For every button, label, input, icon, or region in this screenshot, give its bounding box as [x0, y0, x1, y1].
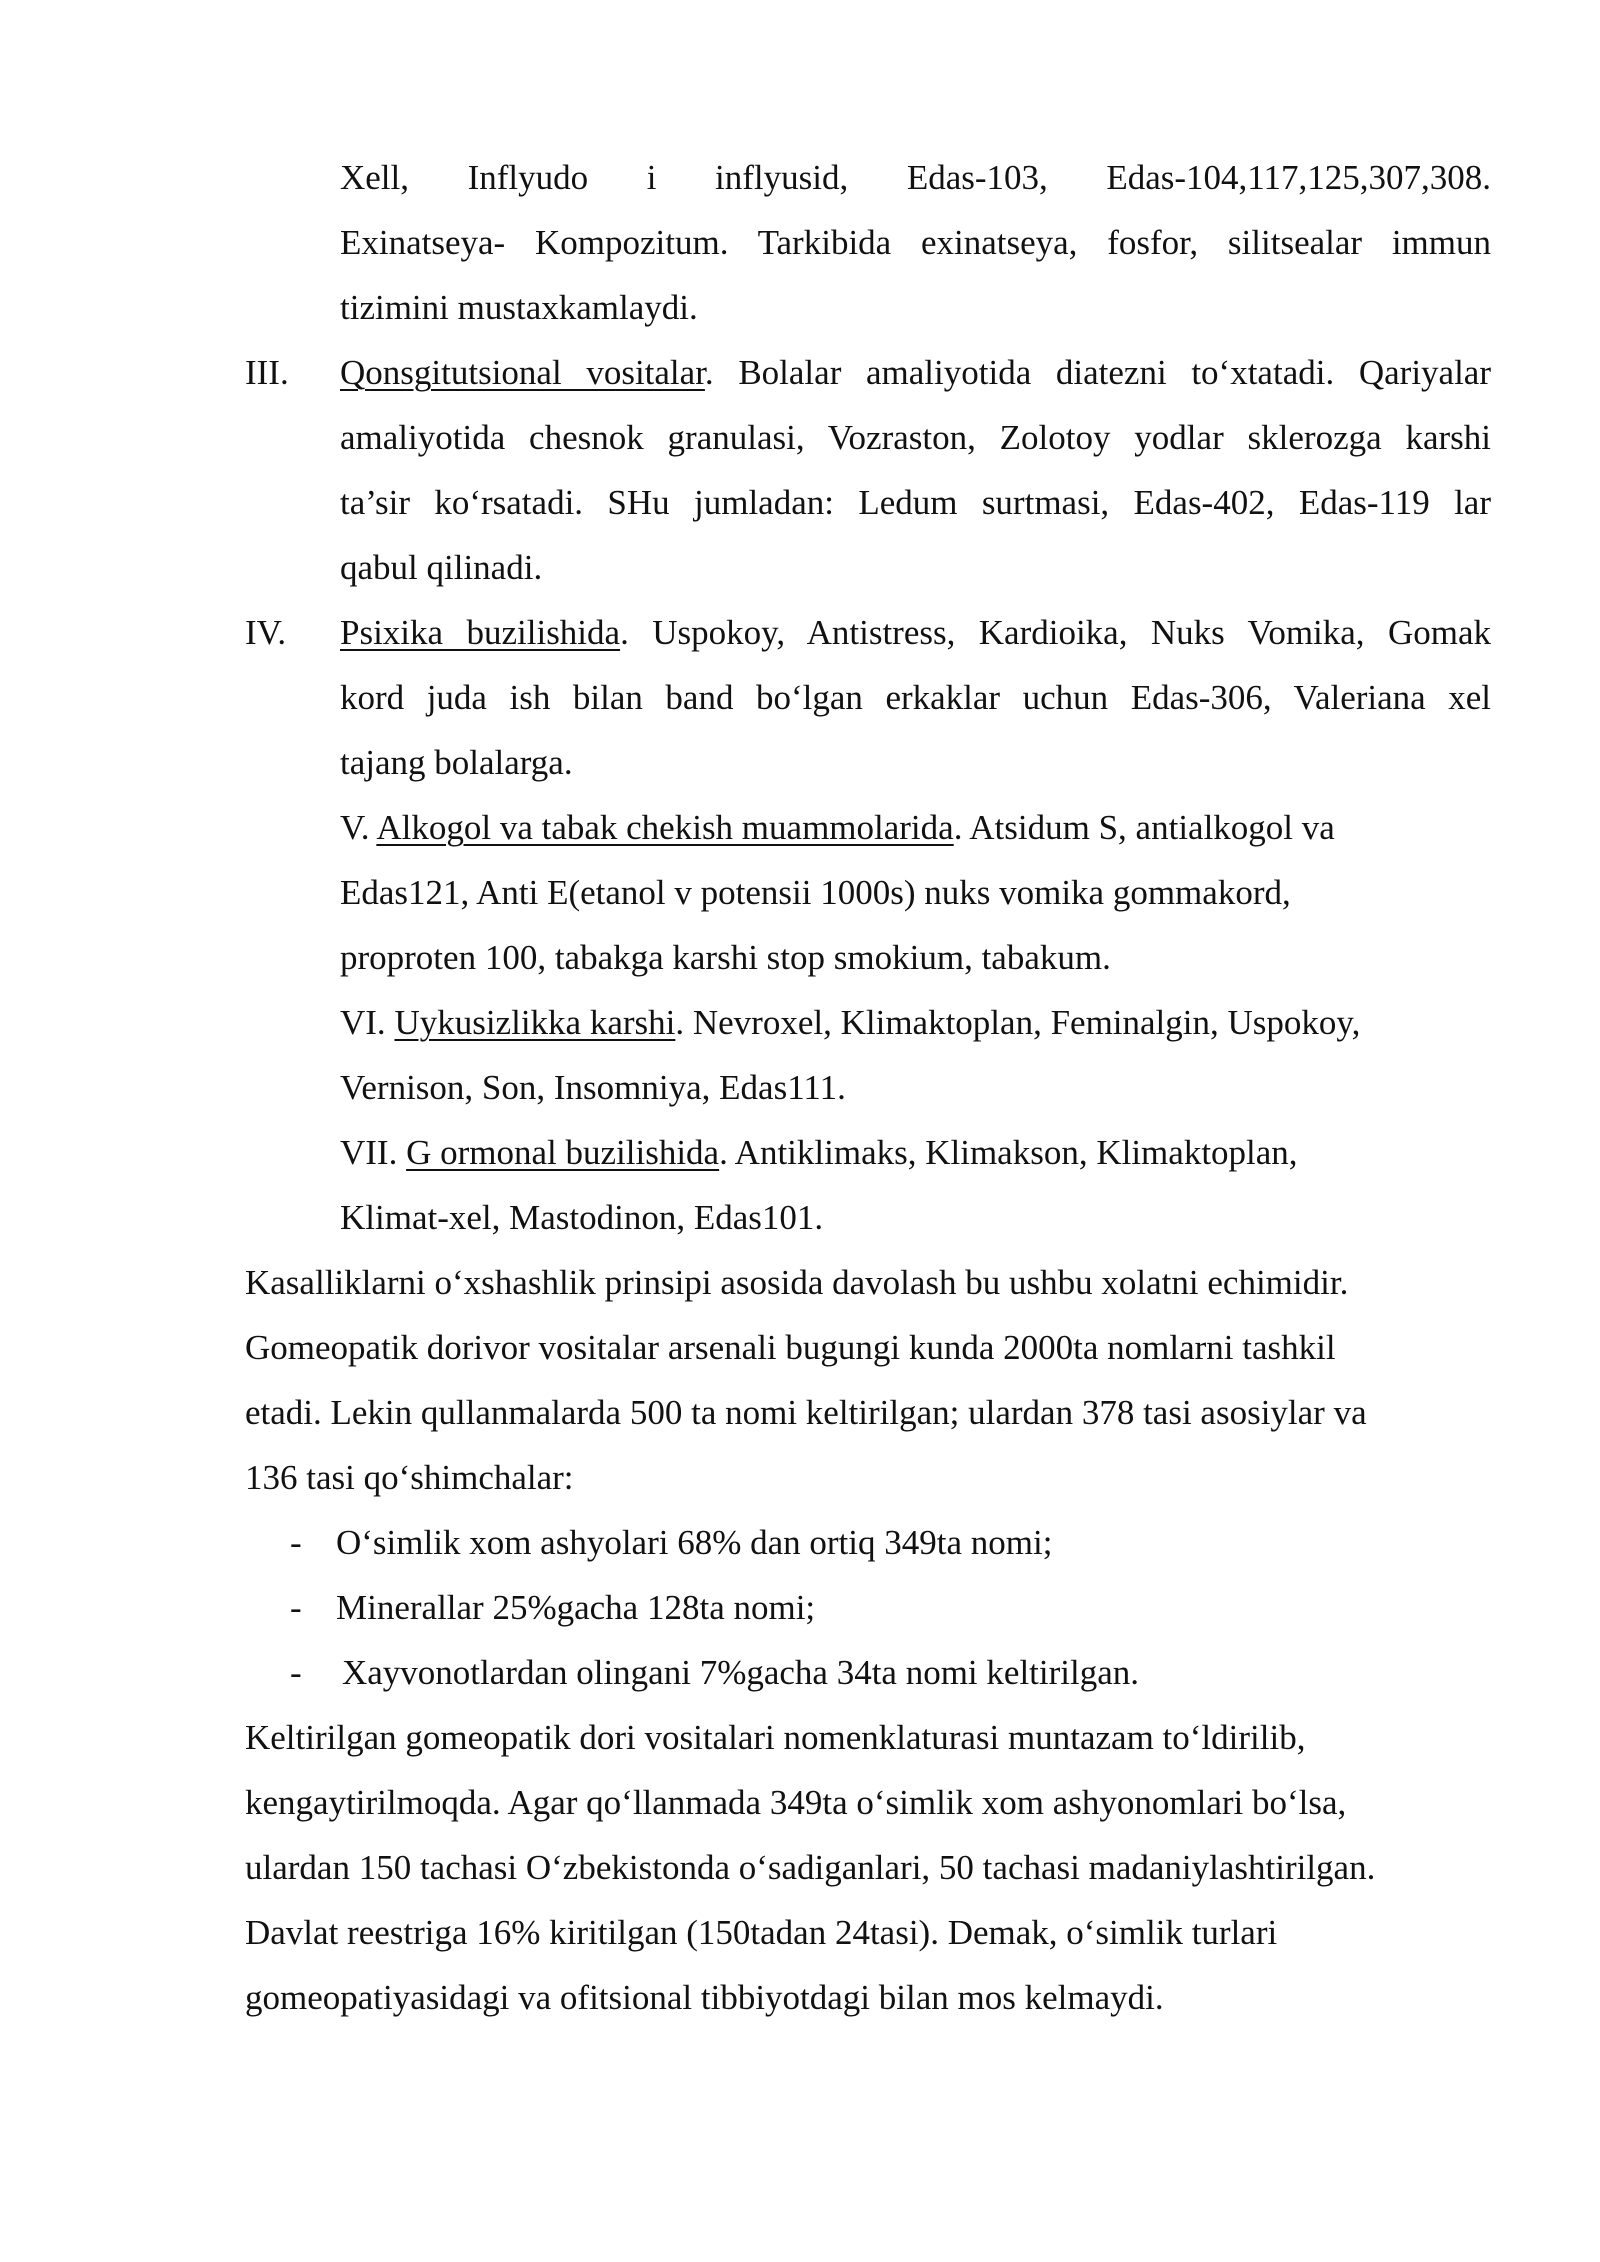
list-item-4-line-3: tajang bolalarga. [340, 743, 573, 782]
paragraph-2-line-4: Davlat reestriga 16% kiritilgan (150tadan 24tasi). Demak, o‘simlik turlari [245, 1913, 1278, 1952]
paragraph-2-line-2: kengaytirilmoqda. Agar qo‘llanmada 349ta o‘simlik xom ashyonomlari bo‘lsa, [245, 1783, 1347, 1822]
list-item-6-line-1-text: . Nevroxel, Klimaktoplan, Feminalgin, Uspokoy, [675, 1003, 1361, 1042]
list-numeral-5: V. [340, 808, 370, 847]
list-item-5-line-3: proproten 100, tabakga karshi stop smokium, tabakum. [340, 938, 1111, 977]
bullet-item-3: Xayvonotlardan olingani 7%gacha 34ta nomi keltirilgan. [342, 1653, 1140, 1692]
list-numeral-7: VII. [340, 1133, 398, 1172]
list-item-3-line-4: qabul qilinadi. [340, 548, 543, 587]
list-item-7-line-1-text: . Antiklimaks, Klimakson, Klimaktoplan, [719, 1133, 1298, 1172]
list-item-7-heading: G ormonal buzilishida [406, 1133, 720, 1172]
list-numeral-4: IV. [245, 613, 287, 652]
paragraph-2-line-5: gomeopatiyasidagi va ofitsional tibbiyotdagi bilan mos kelmaydi. [245, 1978, 1164, 2017]
bullet-item-2: Minerallar 25%gacha 128ta nomi; [336, 1588, 816, 1627]
bullet-item-1: O‘simlik xom ashyolari 68% dan ortiq 349ta nomi; [336, 1523, 1053, 1562]
bullet-dash-2: - [290, 1588, 302, 1627]
list-item-6-heading: Uykusizlikka karshi [394, 1003, 676, 1042]
paragraph-1-line-4: 136 tasi qo‘shimchalar: [245, 1458, 574, 1497]
list-item-6-line-1 [340, 990, 1360, 1055]
list-item-3-line-1-text: . Bolalar amaliyotida diatezni to‘xtatadi. Qariyalar [704, 353, 1491, 392]
list-item-6-line-2: Vernison, Son, Insomniya, Edas111. [340, 1068, 846, 1107]
list-item-3-line-1 [340, 340, 1491, 405]
list-continuation-line-2: Exinatseya- Kompozitum. Tarkibida exinatseya, fosfor, silitsealar immun [340, 223, 1491, 262]
paragraph-1-line-3: etadi. Lekin qullanmalarda 500 ta nomi keltirilgan; ulardan 378 tasi asosiylar va [245, 1393, 1367, 1432]
list-item-3-line-2: amaliyotida chesnok granulasi, Vozraston, Zolotoy yodlar sklerozga karshi [340, 418, 1491, 457]
list-numeral-3: III. [245, 353, 289, 392]
list-continuation-line-3: tizimini mustaxkamlaydi. [340, 288, 698, 327]
paragraph-2-line-1: Keltirilgan gomeopatik dori vositalari nomenklaturasi muntazam to‘ldirilib, [245, 1718, 1306, 1757]
list-item-7-line-2: Klimat-xel, Mastodinon, Edas101. [340, 1198, 824, 1237]
list-item-7-line-1 [340, 1120, 1298, 1185]
paragraph-2-line-3: ulardan 150 tachasi O‘zbekistonda o‘sadiganlari, 50 tachasi madaniylashtirilgan. [245, 1848, 1376, 1887]
paragraph-1-line-2: Gomeopatik dorivor vositalar arsenali bugungi kunda 2000ta nomlarni tashkil [245, 1328, 1336, 1367]
paragraph-1-line-1: Kasalliklarni o‘xshashlik prinsipi asosida davolash bu ushbu xolatni echimidir. [245, 1263, 1349, 1302]
list-item-4-line-1 [340, 600, 1491, 665]
list-item-3-line-3: ta’sir ko‘rsatadi. SHu jumladan: Ledum surtmasi, Edas-402, Edas-119 lar [340, 483, 1491, 522]
list-item-3-heading: Qonsgitutsional vositalar [340, 353, 705, 392]
list-item-4-line-1-text: . Uspokoy, Antistress, Kardioika, Nuks Vomika, Gomak [620, 613, 1492, 652]
list-item-5-heading: Alkogol va tabak chekish muammolarida [376, 808, 954, 847]
list-item-5-line-1 [340, 795, 1335, 860]
bullet-dash-3: - [290, 1653, 302, 1692]
list-continuation-line-1: Xell, Inflyudo i inflyusid, Edas-103, Edas-104,117,125,307,308. [340, 158, 1491, 197]
list-item-4-line-2: kord juda ish bilan band bo‘lgan erkaklar uchun Edas-306, Valeriana xel [340, 678, 1491, 717]
list-item-4-heading: Psixika buzilishida [340, 613, 621, 652]
list-item-5-line-2: Edas121, Anti E(etanol v potensii 1000s) nuks vomika gommakord, [340, 873, 1291, 912]
list-item-5-line-1-text: . Atsidum S, antialkogol va [953, 808, 1335, 847]
list-numeral-6: VI. [340, 1003, 386, 1042]
bullet-dash-1: - [290, 1523, 302, 1562]
